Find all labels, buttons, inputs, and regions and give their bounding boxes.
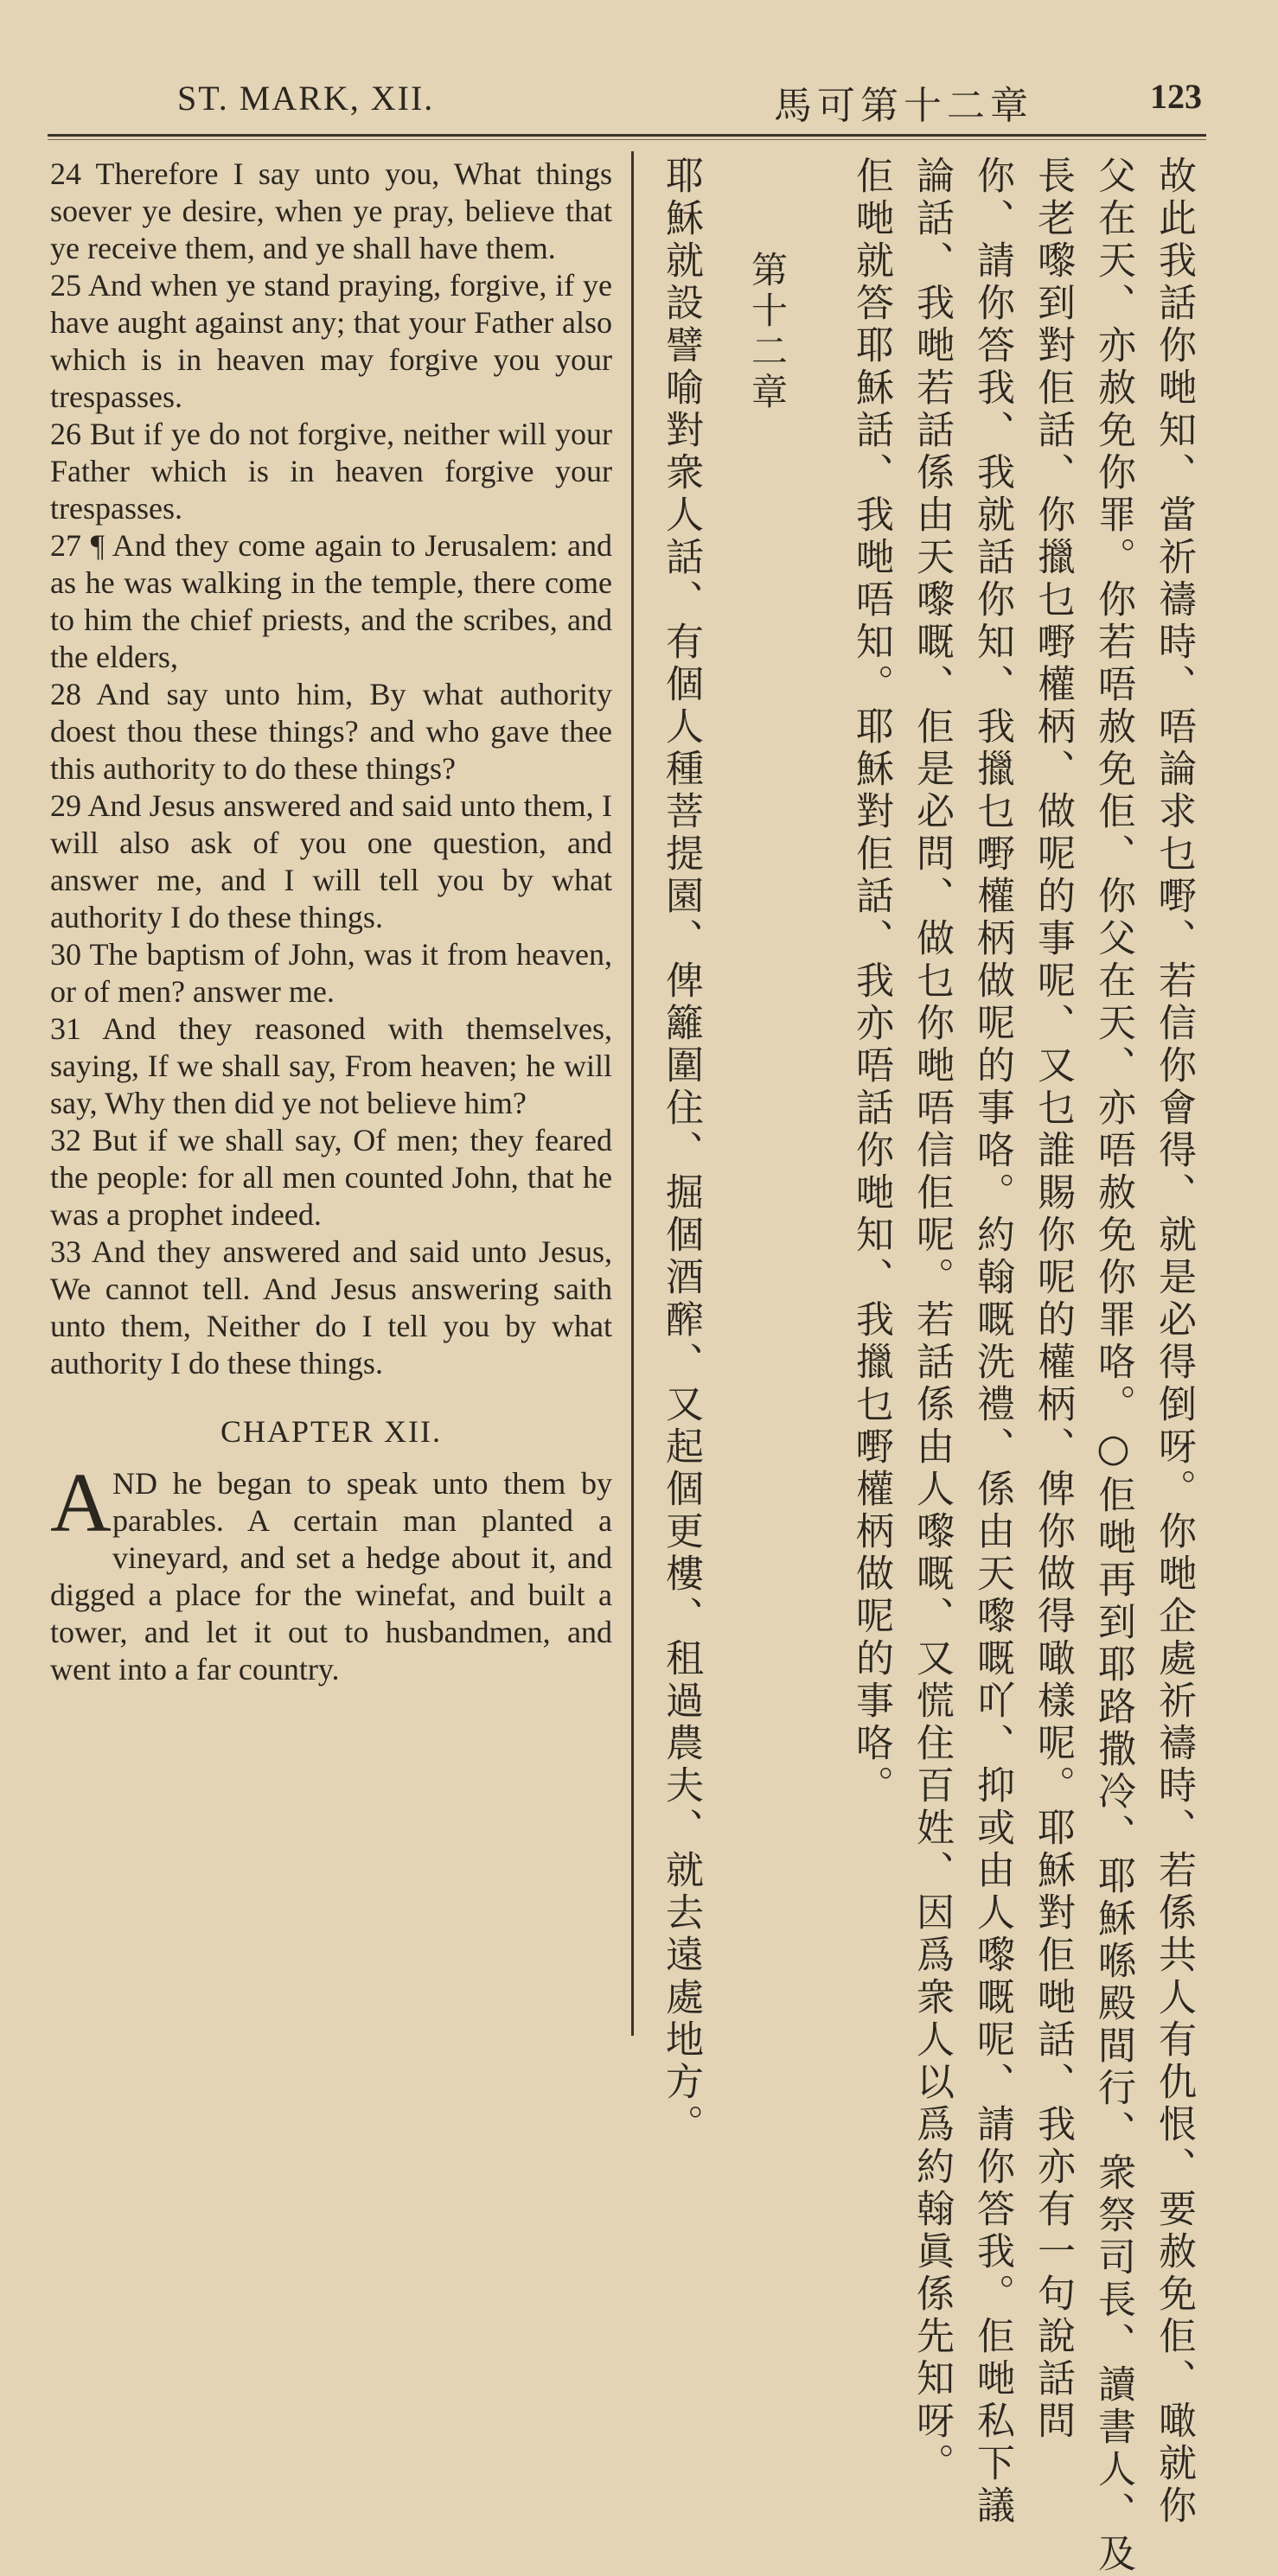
chinese-line-3: 長老嚟到對佢話、你擸乜嘢權柄、做呢的事呢、又乜誰賜你呢的權柄、俾你做得噉樣呢。耶穌對佢哋話、我亦有一句說話問	[1031, 156, 1075, 2443]
verse-30: 30 The baptism of John, was it from heaven, or of men? answer me.	[50, 937, 612, 1009]
verse-31: 31 And they reasoned with themselves, saying, If we shall say, From heaven; he will say, Why then did ye not believe him?	[50, 1011, 612, 1120]
chinese-line-5: 論話、我哋若話係由天嚟嘅、佢是必問、做乜你哋唔信佢呢。若話係由人嚟嘅、又慌住百姓、因爲衆人以爲約翰眞係先知呀。	[910, 156, 954, 2485]
header-rule-thin	[48, 139, 1206, 140]
verse-28: 28 And say unto him, By what authority doest thou these things? and who gave thee this authority to do these things?	[50, 677, 612, 786]
chinese-line-2: 父在天、亦赦免你罪。你若唔赦免佢、你父在天、亦唔赦免你罪咯。○佢哋再到耶路撒冷、耶穌喺殿間行、衆祭司長、讀書人、及	[1091, 156, 1135, 2576]
english-column	[50, 156, 612, 1688]
running-title: ST. MARK, XII.	[177, 79, 435, 118]
verse-25: 25 And when ye stand praying, forgive, if ye have aught against any; that your Father also which is in heaven may forgive you your trespasses.	[50, 268, 612, 414]
chinese-column	[653, 156, 1206, 2576]
chinese-line-7: 耶穌就設譬喻對衆人話、有個人種菩提園、俾籬圍住、掘個酒醡、又起個更樓、租過農夫、就去遠處地方。	[659, 156, 703, 2146]
drop-cap: A	[50, 1457, 112, 1550]
verse-33: 33 And they answered and said unto Jesus, We cannot tell. And Jesus answering saith unto them, Neither do I tell you by what authority I do these things.	[50, 1234, 612, 1380]
chinese-line-4: 你、請你答我、我就話你知、我擸乜嘢權柄做呢的事咯。約翰嘅洗禮、係由天嚟嘅吖、抑或由人嚟嘅呢、請你答我。佢哋私下議	[970, 156, 1014, 2528]
verse-24: 24 Therefore I say unto you, What things soever ye desire, when ye pray, believe that ye receive them, and ye shall have them.	[50, 156, 612, 265]
page-header	[0, 69, 1278, 127]
verse-29: 29 And Jesus answered and said unto them, I will also ask of you one question, and answer me, and I will tell you by what authority I do these things.	[50, 788, 612, 934]
verse-26: 26 But if ye do not forgive, neither will your Father which is in heaven forgive your trespasses.	[50, 417, 612, 526]
header-rule	[48, 134, 1206, 137]
verse-27: 27 ¶ And they come again to Jerusalem: and as he was walking in the temple, there come to him the chief priests, and the scribes, and the elders,	[50, 528, 612, 674]
verse-32: 32 But if we shall say, Of men; they feared the people: for all men counted John, that he was a prophet indeed.	[50, 1123, 612, 1232]
chapter-opening-text: ND he began to speak unto them by parables. A certain man planted a vineyard, and set a hedge about it, and digged a place for the winefat, and built a tower, and let it out to husbandmen, and went into a far country.	[50, 1466, 612, 1687]
column-divider	[631, 151, 634, 2036]
running-title-chinese: 馬可第十二章	[774, 85, 1033, 127]
chinese-line-6: 佢哋就答耶穌話、我哋唔知。耶穌對佢話、我亦唔話你哋知、我擸乜嘢權柄做呢的事咯。	[849, 156, 893, 1808]
chinese-line-1: 故此我話你哋知、當祈禱時、唔論求乜嘢、若信你會得、就是必得倒呀。你哋企處祈禱時、若係共人有仇恨、要赦免佢、噉就你	[1152, 156, 1196, 2528]
chapter-opening-paragraph	[50, 1457, 612, 1688]
chapter-heading: CHAPTER XII.	[220, 1414, 442, 1449]
page-number: 123	[1150, 77, 1202, 116]
chinese-chapter-heading: 第十二章	[746, 251, 789, 413]
